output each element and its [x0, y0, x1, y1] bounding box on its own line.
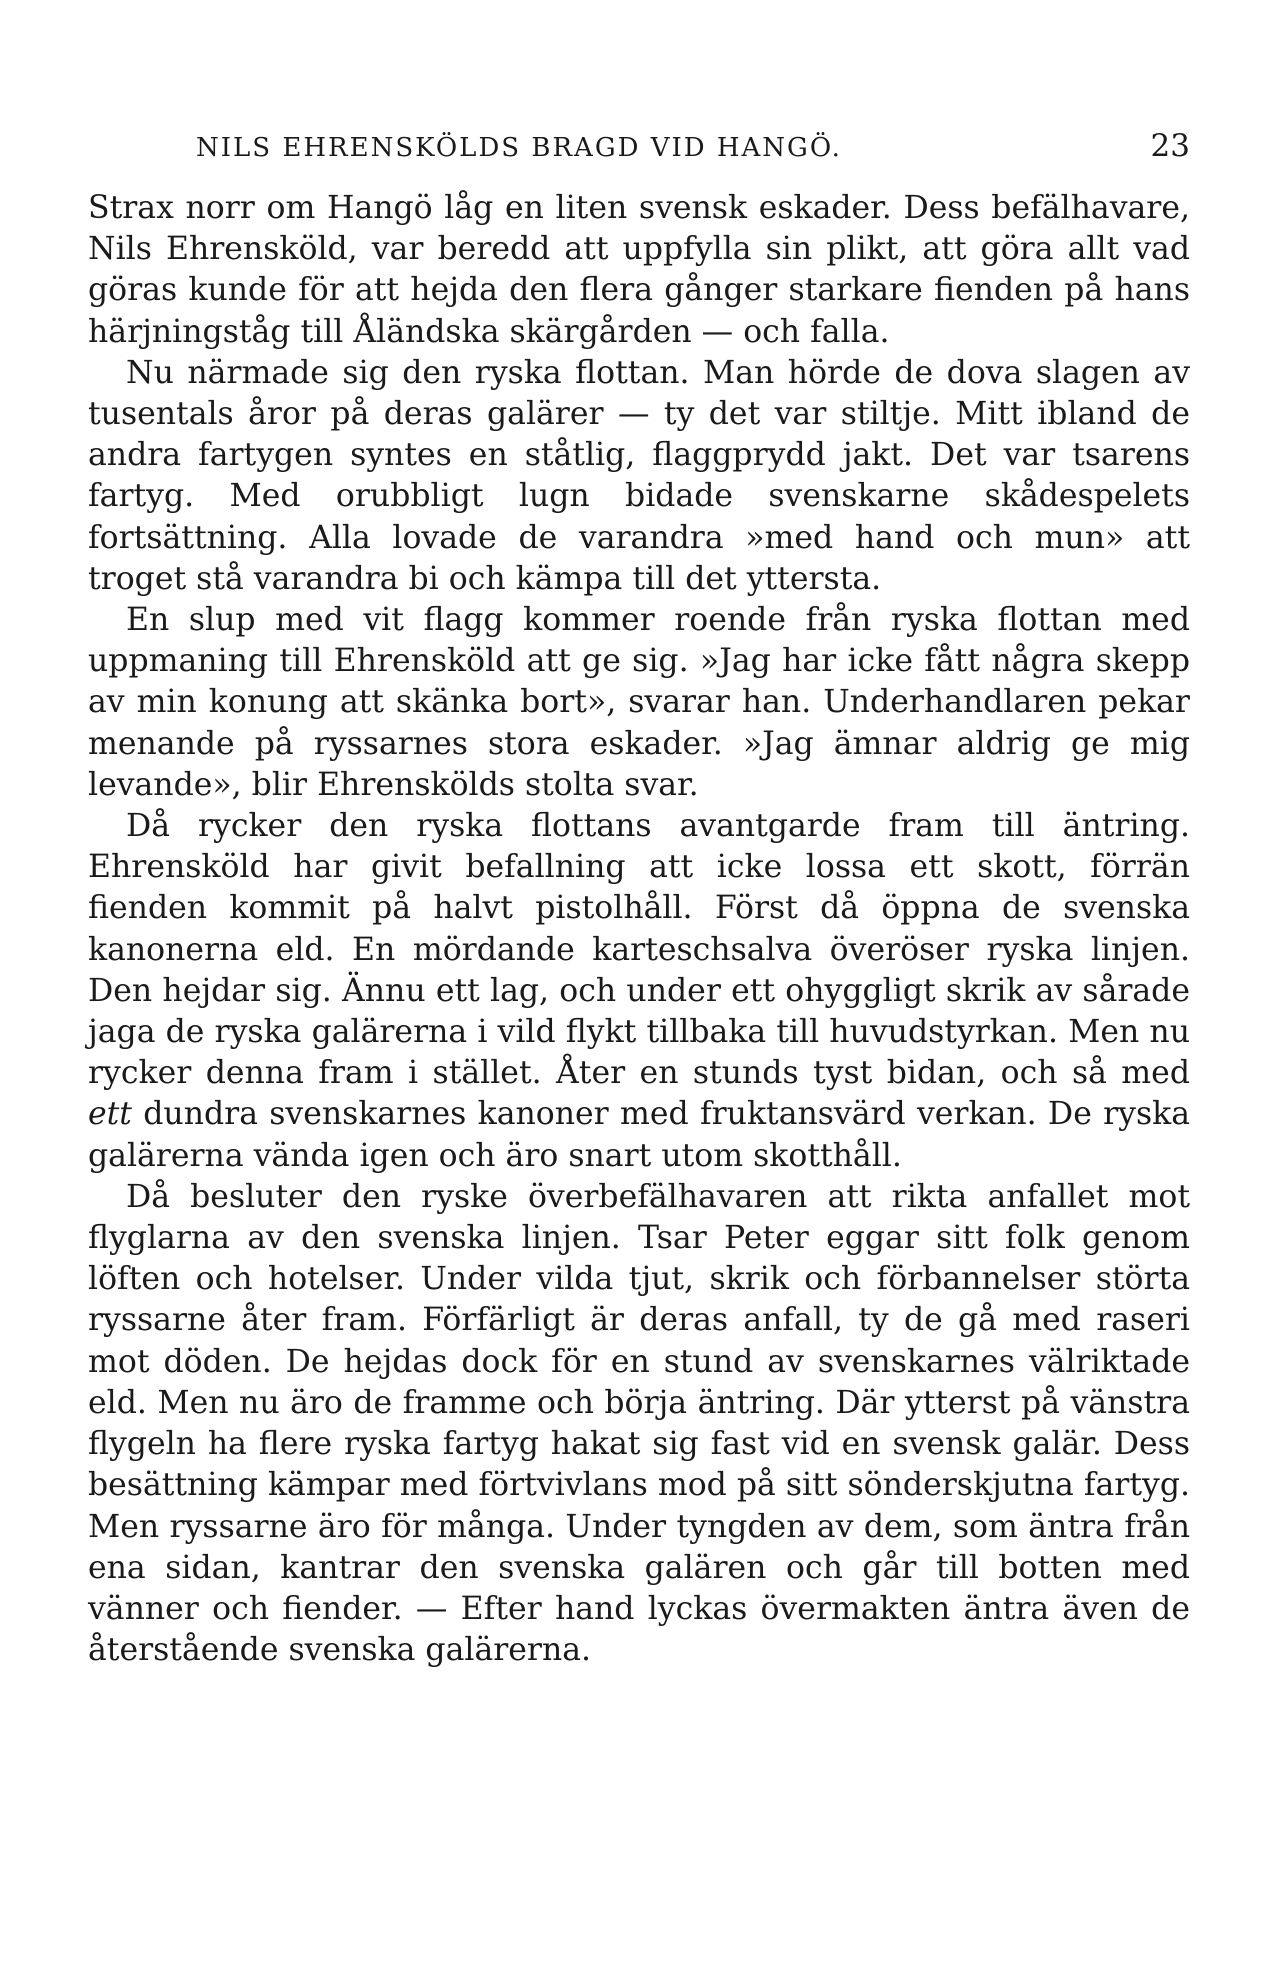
paragraph-1: Strax norr om Hangö låg en liten svensk eskader. Dess befälhavare, Nils Ehrensköld, var beredd att uppfylla sin plikt, att göra allt vad göras kunde för att hejda den flera gånger starkare fienden på hans härjningståg till Åländska skärgården — och falla.	[88, 190, 1190, 350]
page-number: 23	[1150, 128, 1190, 164]
emphasized-word: ett	[88, 1096, 132, 1133]
book-page	[88, 128, 1190, 1671]
body-text	[88, 188, 1190, 1671]
running-title: NILS EHRENSKÖLDS BRAGD VID HANGÖ.	[196, 133, 842, 163]
paragraph-3: En slup med vit flagg kommer roende från ryska flottan med uppmaning till Ehrensköld att ge sig. »Jag har icke fått några skepp av min konung att skänka bort», svarar han. Underhandlaren pekar menande på ryssarnes stora eskader. »Jag ämnar aldrig ge mig levande», blir Ehrenskölds stolta svar.	[88, 602, 1190, 803]
paragraph-4-tail: dundra svenskarnes kanoner med fruktansvärd verkan. De ryska galärerna vända igen och äro snart utom skotthåll.	[88, 1096, 1190, 1174]
paragraph-4-text: Då rycker den ryska flottans avantgarde fram till äntring. Ehrensköld har givit befallning att icke lossa ett skott, förrän fienden kommit på halvt pistolhåll. Först då öppna de svenska kanonerna eld. En mördande karteschsalva överöser ryska linjen. Den hejdar sig. Ännu ett lag, och under ett ohyggligt skrik av sårade jaga de ryska galärerna i vild flykt tillbaka till huvudstyrkan. Men nu rycker denna fram i stället. Åter en stunds tyst bidan, och så med	[88, 808, 1190, 1092]
paragraph-4	[88, 806, 1190, 1177]
paragraph-2: Nu närmade sig den ryska flottan. Man hörde de dova slagen av tusentals åror på deras galärer — ty det var stiltje. Mitt ibland de andra fartygen syntes en ståtlig, flaggprydd jakt. Det var tsarens fartyg. Med orubbligt lugn bidade svenskarne skådespelets fortsättning. Alla lovade de varandra »med hand och mun» att troget stå varandra bi och kämpa till det yttersta.	[88, 354, 1190, 597]
running-head	[88, 128, 1190, 176]
paragraph-5: Då besluter den ryske överbefälhavaren att rikta anfallet mot flyglarna av den svenska linjen. Tsar Peter eggar sitt folk genom löften och hotelser. Under vilda tjut, skrik och förbannelser störta ryssarne åter fram. Förfärligt är deras anfall, ty de gå med raseri mot döden. De hejdas dock för en stund av svenskarnes välriktade eld. Men nu äro de framme och börja äntring. Där ytterst på vänstra flygeln ha flere ryska fartyg hakat sig fast vid en svensk galär. Dess besättning kämpar med förtvivlans mod på sitt sönderskjutna fartyg. Men ryssarne äro för många. Under tyngden av dem, som äntra från ena sidan, kantrar den svenska galären och går till botten med vänner och fiender. — Efter hand lyckas övermakten äntra även de återstående svenska galärerna.	[88, 1178, 1190, 1669]
